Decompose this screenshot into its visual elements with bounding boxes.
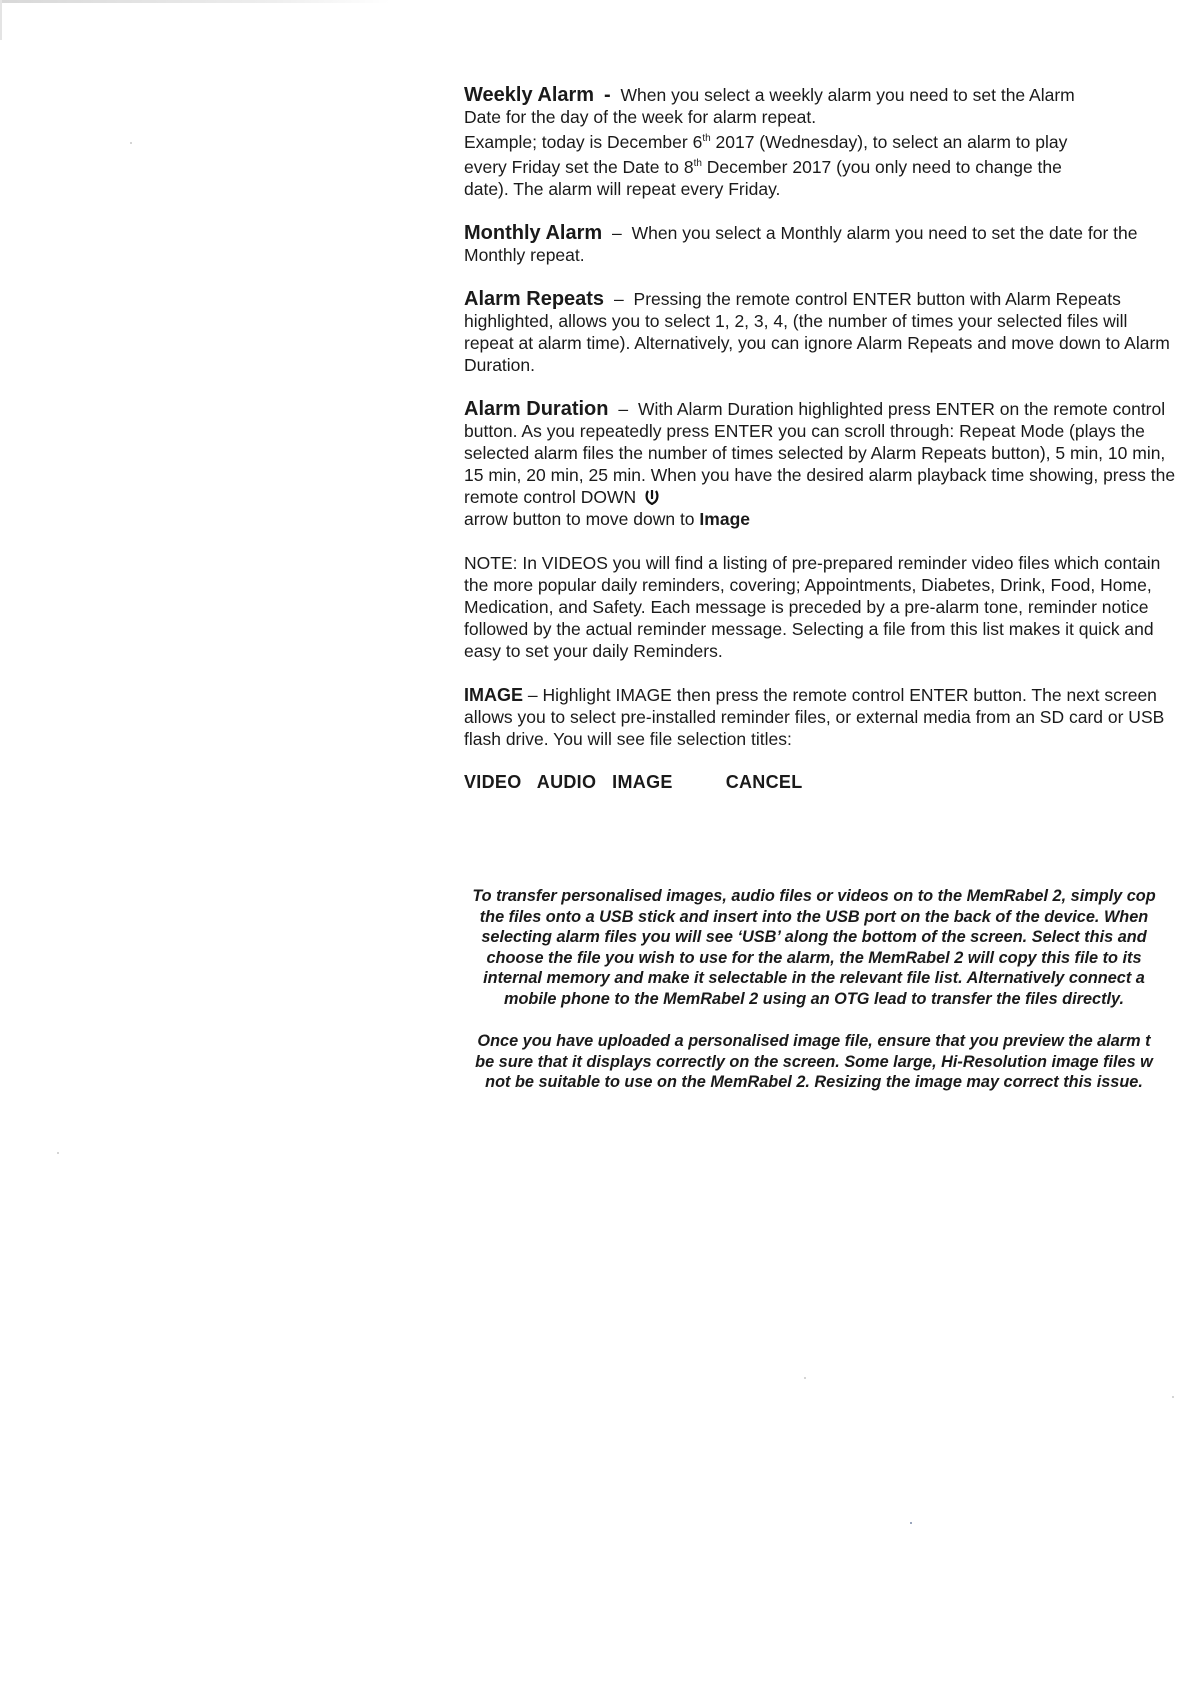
alarm-duration-image-link-text: Image [699, 508, 750, 529]
scan-edge-top [0, 0, 390, 3]
image-section [464, 684, 1176, 750]
weekly-alarm-example-part-a: Example; today is December 6 [464, 131, 703, 152]
weekly-alarm-example-part-b: 2017 (Wednesday), to select an alarm to play [710, 131, 1068, 152]
alarm-repeats-separator: – [613, 288, 624, 309]
scan-speck [910, 1522, 912, 1524]
alarm-duration-text-b: arrow button to move down to [464, 508, 695, 529]
alarm-repeats-heading: Alarm Repeats [464, 287, 605, 310]
weekly-alarm-text-line-1: When you select a weekly alarm you need to set the Alarm [620, 85, 1075, 105]
preview-note-line-3: not be suitable to use on the MemRabel 2. Resizing the image may correct this issue. [485, 1073, 1143, 1091]
weekly-alarm-heading: Weekly Alarm [464, 84, 595, 106]
weekly-alarm-example-part-e: date). The alarm will repeat every Friday. [464, 178, 781, 199]
monthly-alarm-section [464, 222, 1176, 266]
alarm-duration-heading: Alarm Duration [464, 397, 609, 420]
image-text: Highlight IMAGE then press the remote control ENTER button. The next screen allows you to select pre-installed reminder files, or external media from an SD card or USB flash drive. You will see file selection titles: [464, 684, 1165, 749]
file-title-audio: AUDIO [536, 771, 597, 792]
transfer-note-line-4: choose the file you wish to use for the alarm, the MemRabel 2 will copy this file to its [486, 948, 1142, 967]
preview-note [436, 1031, 1190, 1093]
weekly-alarm-section [464, 84, 1176, 200]
weekly-alarm-example-sup-1: th [702, 133, 711, 144]
weekly-alarm-separator: - [603, 84, 611, 106]
file-title-image: IMAGE [612, 771, 673, 792]
monthly-alarm-text: When you select a Monthly alarm you need to set the date for the Monthly repeat. [464, 222, 1138, 265]
weekly-alarm-example [464, 132, 1067, 152]
file-title-video: VIDEO [464, 771, 522, 792]
weekly-alarm-example-sup-2: th [693, 157, 702, 169]
alarm-duration-separator: – [618, 398, 629, 419]
transfer-note-line-6: mobile phone to the MemRabel 2 using an OTG lead to transfer the files directly. [504, 989, 1124, 1008]
note-section [464, 552, 1176, 662]
manual-page-content [464, 84, 1176, 793]
note-text: NOTE: In VIDEOS you will find a listing of pre-prepared reminder video files which contain the more popular daily reminders, covering; Appointments, Diabetes, Drink, Food, Home, Medication, and Safety. Each message is preceded by a pre-alarm tone, reminder notice followed by the actual reminder message. Selecting a file from this list makes it quick and easy to set your daily Reminders. [464, 552, 1161, 661]
scan-speck [130, 142, 132, 144]
image-separator: – [527, 684, 538, 705]
transfer-note [436, 886, 1190, 1009]
alarm-repeats-text: Pressing the remote control ENTER button with Alarm Repeats highlighted, allows you to select 1, 2, 3, 4, (the number of times your selected files will repeat at alarm time). Alternatively, you can ignore Alarm Repeats and move down to Alarm Duration. [464, 288, 1170, 375]
weekly-alarm-text-line-2: Date for the day of the week for alarm repeat. [464, 107, 817, 127]
preview-note-line-1: Once you have uploaded a personalised image file, ensure that you preview the alarm t [477, 1032, 1151, 1050]
image-heading: IMAGE [464, 684, 524, 705]
alarm-duration-text: With Alarm Duration highlighted press ENTER on the remote control button. As you repeatedly press ENTER you can scroll through: Repeat Mode (plays the selected alarm files the number of times selected by Alarm Repeats button), 5 min, 10 min, 15 min, 20 min, 25 min. When you have the desired alarm playback time showing, press the remote control DOWN [464, 398, 1176, 507]
scan-speck [57, 1152, 59, 1154]
scan-edge-left [0, 0, 2, 40]
alarm-duration-section [464, 398, 1176, 530]
monthly-alarm-separator: – [612, 222, 622, 243]
alarm-repeats-section [464, 288, 1176, 376]
weekly-alarm-example-line-2 [464, 157, 1062, 177]
transfer-note-line-2: the files onto a USB stick and insert into the USB port on the back of the device. When [479, 907, 1149, 926]
scan-speck [1172, 1396, 1174, 1398]
weekly-alarm-example-part-d: December 2017 (you only need to change the [701, 156, 1062, 177]
monthly-alarm-heading: Monthly Alarm [464, 221, 603, 244]
transfer-note-line-5: internal memory and make it selectable in the relevant file list. Alternatively connect a [483, 969, 1145, 987]
weekly-alarm-example-part-c: every Friday set the Date to 8 [464, 156, 694, 177]
transfer-note-line-3: selecting alarm files you will see ‘USB’ along the bottom of the screen. Select this and [481, 928, 1147, 946]
preview-note-line-2: be sure that it displays correctly on the screen. Some large, Hi-Resolution image files w [475, 1052, 1153, 1071]
file-title-cancel: CANCEL [725, 771, 803, 792]
transfer-note-line-1: To transfer personalised images, audio files or videos on to the MemRabel 2, simply cop [472, 887, 1156, 905]
down-arrow-icon [645, 489, 659, 505]
file-selection-titles [464, 772, 1176, 793]
scan-speck [804, 1377, 806, 1379]
